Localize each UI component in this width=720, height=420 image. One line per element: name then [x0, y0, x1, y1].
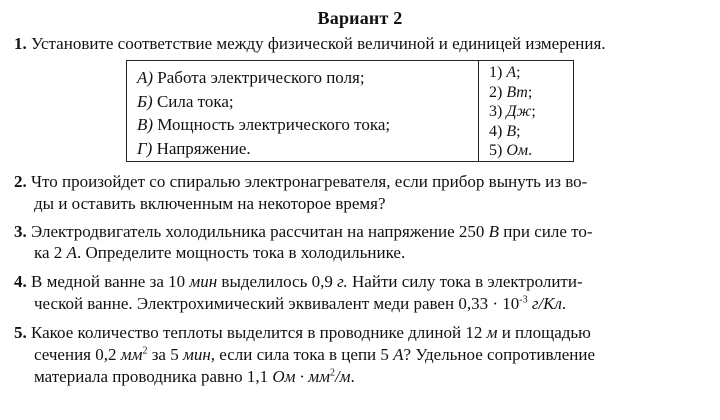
unit-item	[489, 63, 573, 83]
question-text: ды и оставить включенным на некоторое время?	[34, 194, 386, 213]
question-1	[14, 34, 606, 54]
unit-symbol: Дж	[506, 103, 532, 120]
quantity-marker: Б)	[137, 91, 153, 111]
question-3-continuation	[34, 243, 405, 263]
quantities-column	[127, 61, 479, 161]
question-text: , если сила тока в цепи 5	[210, 345, 394, 364]
unit-symbol: А	[66, 243, 77, 262]
question-text: Установите соответствие между физической величиной и единицей измерения.	[31, 34, 606, 53]
question-text: и площадью	[497, 323, 591, 342]
unit-symbol: г/Кл	[531, 294, 562, 313]
question-text: при силе то-	[499, 222, 593, 241]
unit-number: 1)	[489, 64, 503, 81]
question-text: за 5	[147, 345, 183, 364]
unit-number: 3)	[489, 103, 503, 120]
unit-number: 4)	[489, 122, 503, 140]
unit-symbol: В	[506, 122, 517, 140]
unit-symbol: Ом · мм	[272, 367, 330, 386]
quantity-marker: А)	[137, 68, 154, 87]
exponent: 2	[142, 345, 148, 357]
unit-symbol: мин	[182, 345, 211, 364]
quantity-item	[137, 90, 478, 114]
question-text: ? Удельное сопротивление	[403, 345, 596, 364]
quantity-item	[137, 66, 478, 90]
unit-punct: ;	[516, 64, 521, 81]
page-title: Вариант 2	[317, 8, 403, 28]
unit-symbol: Ом	[506, 142, 529, 159]
question-5-continuation	[34, 367, 355, 387]
question-2	[14, 172, 587, 192]
exponent: 2	[329, 367, 335, 379]
question-text: сечения 0,2	[34, 345, 121, 364]
question-text: выделилось 0,9	[217, 272, 338, 291]
question-text: Что произойдет со спиралью электронагревателя, если прибор вынуть из во-	[31, 172, 588, 191]
unit-item	[489, 122, 573, 142]
unit-item	[489, 83, 573, 103]
quantity-marker: Г)	[137, 138, 153, 158]
question-text: . Определите мощность тока в холодильнике.	[76, 243, 406, 262]
unit-symbol: А	[506, 64, 517, 81]
unit-symbol: мм	[120, 345, 143, 364]
question-number: 3.	[14, 222, 27, 241]
unit-symbol: м	[486, 323, 498, 342]
question-number: 4.	[14, 272, 27, 291]
question-text: Электродвигатель холодильника рассчитан на напряжение 250	[31, 222, 489, 241]
question-text: В медной ванне за 10	[31, 272, 190, 291]
unit-symbol: В	[488, 222, 500, 241]
unit-symbol: А	[393, 345, 404, 364]
question-number: 5.	[14, 323, 27, 342]
question-text: ка 2	[34, 243, 67, 262]
quantity-text: Мощность электрического тока;	[153, 115, 391, 134]
exponent: -3	[519, 294, 528, 306]
quantity-text: Напряжение.	[152, 138, 251, 158]
unit-item	[489, 102, 573, 122]
unit-punct: ;	[531, 103, 536, 120]
quantity-item	[137, 137, 478, 161]
quantity-item	[137, 113, 478, 137]
unit-punct: .	[528, 142, 533, 159]
unit-number: 5)	[489, 142, 503, 159]
question-text: .	[350, 367, 355, 386]
question-2-continuation	[34, 194, 386, 214]
question-4	[14, 272, 583, 292]
question-number: 2.	[14, 172, 27, 191]
unit-symbol: мин	[189, 272, 218, 291]
question-3	[14, 222, 593, 242]
units-column	[479, 61, 573, 161]
unit-item	[489, 141, 573, 161]
question-5	[14, 323, 591, 343]
matching-table	[126, 60, 574, 162]
unit-punct: ;	[527, 83, 533, 101]
question-text: ческой ванне. Электрохимический эквивалент меди равен 0,33 · 10	[34, 294, 520, 313]
question-5-continuation	[34, 345, 595, 365]
question-text: .	[561, 294, 567, 313]
quantity-marker: В)	[137, 115, 154, 134]
unit-symbol: /м	[334, 367, 351, 386]
quantity-text: Сила тока;	[152, 91, 234, 111]
question-text: Какое количество теплоты выделится в проводнике длиной 12	[31, 323, 487, 342]
question-text: материала проводника равно 1,1	[34, 367, 273, 386]
question-4-continuation	[34, 294, 566, 314]
quantity-text: Работа электрического поля;	[153, 68, 365, 87]
question-text: Найти силу тока в электролити-	[347, 272, 583, 291]
unit-number: 2)	[489, 83, 503, 101]
question-number: 1.	[14, 34, 27, 53]
unit-symbol: г.	[337, 272, 348, 291]
unit-symbol: Вт	[506, 83, 528, 101]
unit-punct: ;	[516, 122, 521, 140]
